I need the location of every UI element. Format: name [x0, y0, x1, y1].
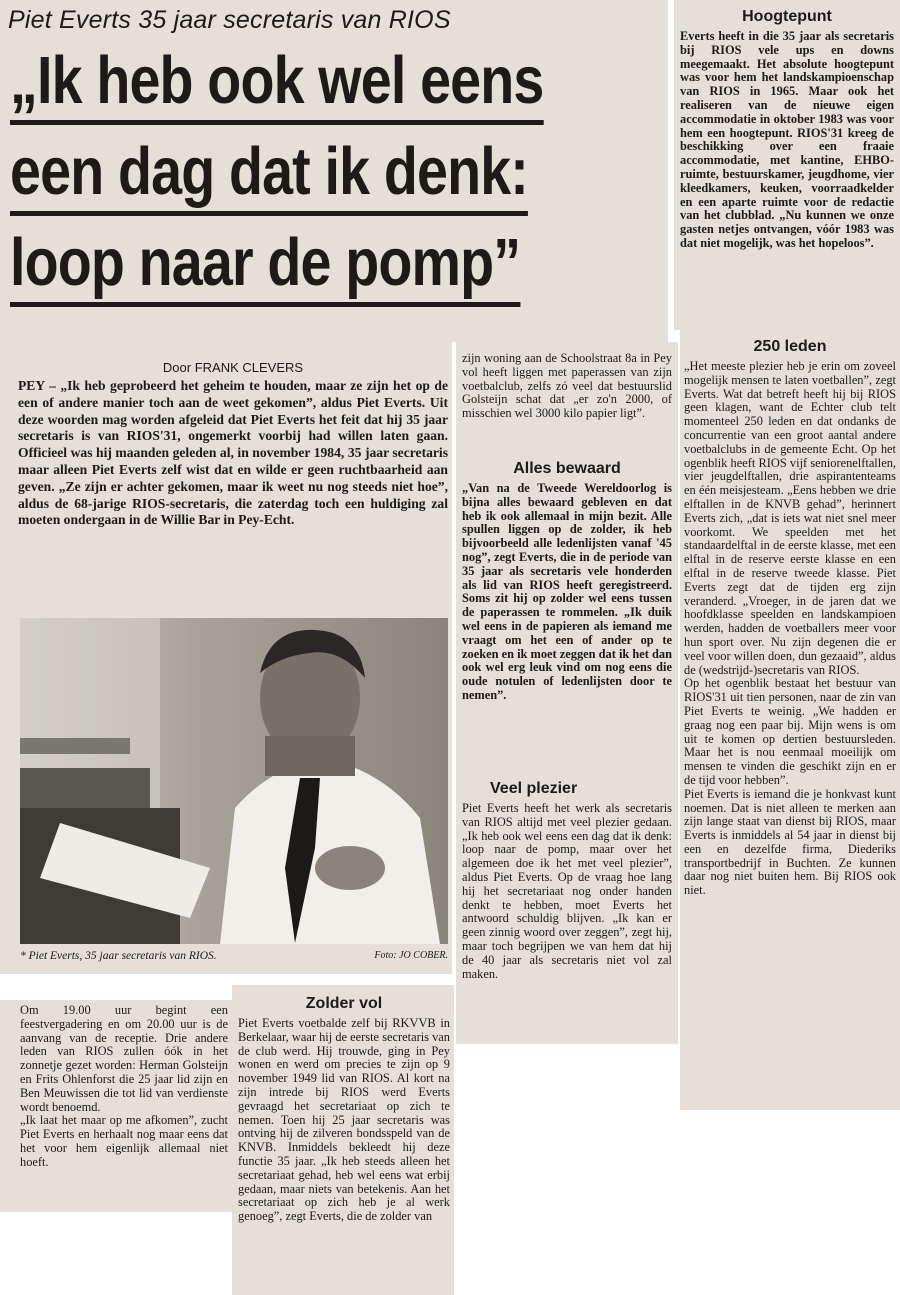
hoogtepunt-heading: Hoogtepunt: [742, 8, 832, 25]
zolder-text: Piet Everts voetbalde zelf bij RKVVB in Berkelaar, waar hij de eerste secretaris van de club werd. Hij trouwde, ging in Pey wonen en werd om precies te zijn op 9 november 1949 lid van RIOS. Al kort na zijn intrede bij RIOS werd Everts gevraagd het secretariaat op zich te nemen. Toen hij 25 jaar secretaris was ontving hij de zilveren bondsspeld van de KNVB. Inmiddels bekleedt hij deze functie 35 jaar. „Ik heb steeds alleen het secretariaat gehad, heb wel eens wat erbij gedaan, maar niets van betekenis. Aan het secretariaat op zich heb je al werk genoeg”, zegt Everts, die de zolder van: [238, 1016, 450, 1224]
intro-text: PEY – „Ik heb geprobeerd het geheim te houden, maar ze zijn het op de een of andere manier toch aan de weet gekomen”, aldus Piet Everts. Uit deze woorden mag worden afgeleid dat Piet Everts het feit dat hij 35 jaar secretaris is van RIOS'31, ongemerkt voorbij had willen laten gaan. Officieel was hij maanden geleden al, in november 1984, 35 jaar secretaris maar alleen Piet Everts zelf wist dat en wilde er geen ruchtbaarheid aan geven. „Ze zijn er achter gekomen, maar ik weet nu nog steeds niet hoe”, aldus de 68-jarige RIOS-secretaris, die zaterdag toch een huldiging zal moeten ondergaan in de Willie Bar in Pey-Echt.: [18, 378, 448, 528]
plezier-heading: Veel plezier: [490, 780, 578, 797]
bewaard-text: „Van na de Tweede Wereldoorlog is bijna alles bewaard gebleven en dat heb ik ook allemaal in mijn bezit. Alle spullen liggen op de zolder, ik heb bijvoorbeeld alle ledenlijsten vanaf '45 nog”, zegt Everts, die in de periode van 35 jaar als secretaris vele honderden als lid van RIOS heeft geregistreerd. Soms zit hij op zolder wel eens tussen de paperassen te rommelen. „Ik duik wel eens in de papieren als iemand me vraagt om het een of ander op te zoeken en ik moet zeggen dat ik het dan ook wel erg leuk vind om nog eens die oude notulen of ledenlijsten door te nemen”.: [462, 481, 672, 702]
leden-text-2: Op het ogenblik bestaat het bestuur van RIOS'31 uit tien personen, naar de zin van Piet Everts te weinig. „We hadden er graag nog een paar bij. Mijn wens is om uit te komen op dertien bestuursleden. Maar het is nou eenmaal moeilijk om mensen te vinden die geschikt zijn en er de tijd voor hebben”.: [684, 676, 896, 787]
portrait-photo: [20, 618, 448, 944]
plezier-text: Piet Everts heeft het werk als secretaris van RIOS altijd met veel plezier gedaan. „Ik heb ook wel eens een dag dat ik denk: loop naar de pomp, maar over het algemeen doe ik het met veel plezier”, aldus Piet Everts. Op de vraag hoe lang hij het secretariaat nog onder handen denkt te hebben, moet Everts het antwoord schuldig blijven. „Ik kan er geen zinnig woord over zeggen”, zegt hij, maar toch begrijpen we van hem dat hij de 40 jaar als secretaris niet vol zal maken.: [462, 801, 672, 981]
headline-line-2: een dag dat ik denk:: [10, 133, 528, 216]
headline-line-1: „Ik heb ook wel eens: [10, 42, 544, 125]
plezier-clipping: [456, 774, 678, 1044]
headline-line-3: loop naar de pomp”: [10, 224, 520, 307]
photo: [20, 618, 448, 944]
leden-text: „Het meeste plezier heb je erin om zoveel mogelijk mensen te laten voetballen”, zegt Everts. Wat dat betreft heeft hij bij RIOS geen klagen, want de Echter club telt momenteel 250 leden en dat ondanks de concurrentie van een groot aantal andere voetbalclubs in de gemeente Echt. Op het ogenblik heeft RIOS vijf seniorenelftallen, vier jeugdelftallen, drie aspirantenteams en één meisjesteam. „Eens hebben we drie elftallen in de KNVB gehad”, herinnert Everts zich, „dat is iets wat niet snel meer voorkomt. We speelden met het standaardelftal in de eerste klasse, met een elftal in de reserve eerste klasse en een elftal in de reserve tweede klasse. Piet Everts zegt dat de tijden erg zijn veranderd. „Vroeger, in de jaren dat we hoofdklasse speelden en landskampioen werden, hadden de voetballers meer voor hun sport over. Nu zijn degenen die er veel voor willen doen, dun gezaaid”, aldus de (wedstrijd-)secretaris van RIOS.: [684, 359, 896, 677]
middle-top-text: zijn woning aan de Schoolstraat 8a in Pey vol heeft liggen met paperassen van zijn voetbalclub, zelfs zó veel dat bestuurslid Golsteijn schat dat „er zo'n 2000, of misschien wel 3000 kilo papier ligt”.: [462, 351, 672, 421]
byline: Door FRANK CLEVERS: [162, 360, 304, 375]
zolder-heading: Zolder vol: [305, 995, 383, 1012]
hoogtepunt-clipping: [674, 0, 900, 330]
leden-heading: 250 leden: [753, 338, 827, 355]
photo-credit: Foto: JO COBER.: [374, 950, 448, 961]
middle-top-clipping: [456, 342, 678, 454]
reception-text-2: „Ik laat het maar op me afkomen”, zucht Piet Everts en herhaalt nog maar eens dat het voor hem eigenlijk allemaal niet hoeft.: [20, 1113, 228, 1169]
bewaard-heading: Alles bewaard: [513, 460, 621, 477]
zolder-clipping: [232, 985, 454, 1295]
photo-caption-row: [20, 950, 448, 962]
leden-text-3: Piet Everts is iemand die je honkvast kunt noemen. Dat is niet alleen te merken aan zijn lange staat van dienst bij RIOS, maar Everts is inmiddels al 54 jaar in dienst bij een en dezelfde firma, Diederiks transportbedrijf in Buchten. Ze kunnen daar nog niet buiten hem. Bij RIOS ook niet.: [684, 786, 896, 898]
kicker: Piet Everts 35 jaar secretaris van RIOS: [8, 6, 451, 34]
headline: [10, 42, 550, 315]
photo-caption: * Piet Everts, 35 jaar secretaris van RIOS.: [20, 950, 217, 962]
reception-clipping: [0, 1000, 232, 1212]
leden-clipping: [680, 330, 900, 1110]
bewaard-clipping: [456, 454, 678, 774]
headline-clipping: [0, 0, 668, 342]
reception-text: Om 19.00 uur begint een feestvergadering en om 20.00 uur is de aanvang van de receptie. Drie andere leden van RIOS zullen óók in het zonnetje gezet worden: Herman Golsteijn en Frits Ohlenforst die 25 jaar lid zijn en Ben Meuwissen die tot lid van verdienste wordt benoemd.: [20, 1003, 228, 1114]
hoogtepunt-text: Everts heeft in die 35 jaar als secretaris bij RIOS vele ups en downs meegemaakt. Het absolute hoogtepunt was voor hem het landskampioenschap van RIOS in 1965. Maar ook het realiseren van de nieuwe eigen accommodatie in oktober 1983 was voor hem een hoogtepunt. RIOS'31 kreeg de beschikking over een fraaie accommodatie, met kantine, EHBO-ruimte, bestuurskamer, jeugdhome, vier kleedkamers, keuken, voorraadkelder en een aparte ruimte voor de redactie van het clubblad. „Nu kunnen we onze gasten netjes ontvangen, vóór 1983 was dat niet mogelijk, was het hopeloos”.: [680, 29, 894, 250]
